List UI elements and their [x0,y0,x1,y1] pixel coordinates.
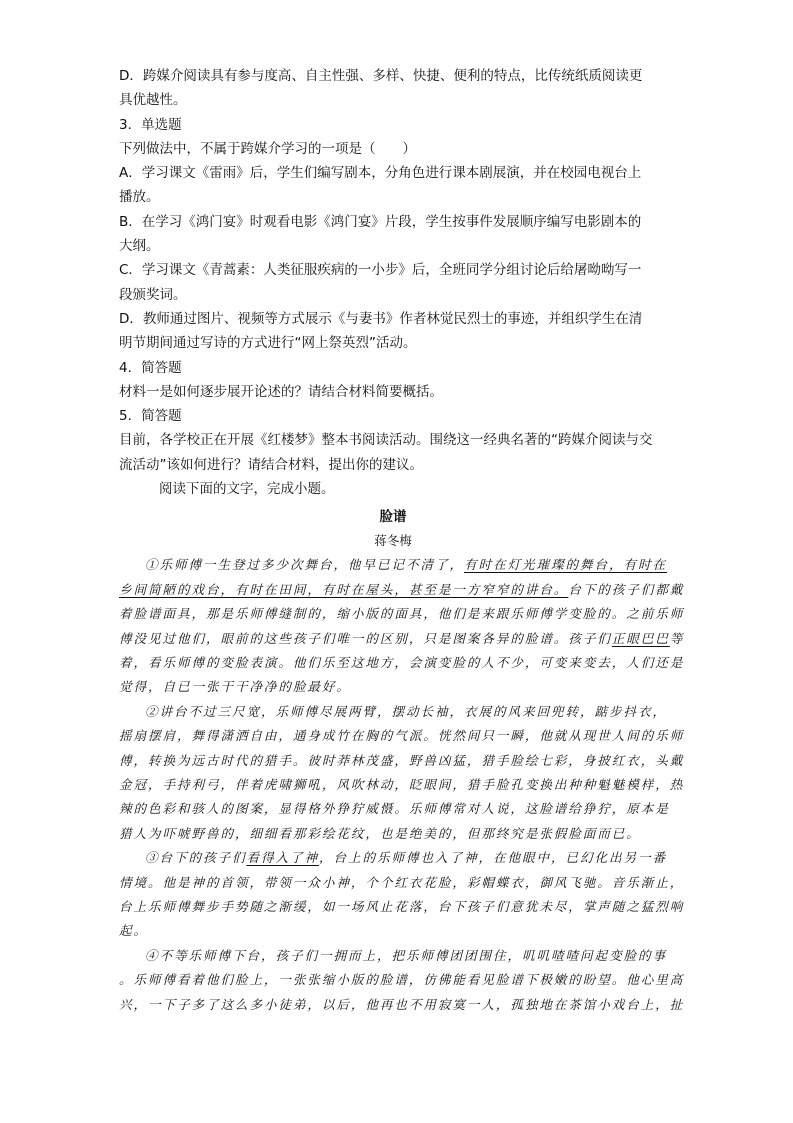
paragraph-line: 猎人为吓唬野兽的，细细看那彩绘花纹，也是绝美的，但那终究是张假脸面而已。 [119,825,641,841]
option-b-line-2: 大纲。 [119,238,160,255]
paragraph-line: 。乐师傅看着他们脸上，一张张缩小版的脸谱，仿佛能看见脸谱下极嫩的盼望。他心里高 [119,972,685,988]
paragraph-line: 起。 [119,923,148,939]
paragraph-line: 情境。他是神的首领，带领一众小神，个个红衣花脸，彩帽蝶衣，御风飞驰。音乐渐止， [119,874,685,890]
paragraph-line: 摇扇摆肩，舞得潇洒自由，通身成竹在胸的气派。恍然间只一瞬，他就从现世人间的乐师 [119,728,685,744]
paragraph-line: 乡间简陋的戏台，有时在田间，有时在屋头，甚至是一方窄窄的讲台。台下的孩子们都戴 [119,581,685,597]
paragraph-line: ④不等乐师傅下台，孩子们一拥而上，把乐师傅团团围住，叽叽喳喳问起变脸的事 [145,947,667,963]
document-page [119,64,685,1017]
paragraph-line: 辣的色彩和骇人的图案，显得格外狰狞威慑。乐师傅常对人说，这脸谱给狰狞，原本是 [119,801,670,817]
article-title: 脸谱 [379,509,407,526]
option-a-line-2: 播放。 [119,189,160,206]
paragraph-line: 兴，一下子多了这么多小徒弟，以后，他再也不用寂寞一人，孤独地在茶馆小戏台上，扯 [119,996,685,1012]
question-3-heading: 3．单选题 [119,116,182,133]
paragraph-line: 着脸谱面具，那是乐师傅缝制的，缩小版的面具，他们是来跟乐师傅学变脸的。之前乐师 [119,606,685,622]
paragraph-line: 着，看乐师傅的变脸表演。他们乐至这地方，会演变脸的人不少，可变来变去，人们还是 [119,654,685,670]
question-4-stem: 材料一是如何逐步展开论述的？请结合材料简要概括。 [119,383,443,400]
reading-instruction: 阅读下面的文字，完成小题。 [159,481,335,498]
option-a-line-1: A．学习课文《雷雨》后，学生们编写剧本，分角色进行课本剧展演，并在校园电视台上 [119,165,642,182]
paragraph-line: ②讲台不过三尺宽，乐师傅尽展两臂，摆动长袖，衣展的风来回兜转，踮步抖衣， [145,703,667,719]
question-4-heading: 4．简答题 [119,359,182,376]
question-5-stem-line-2: 流活动”该如何进行？请结合材料，提出你的建议。 [119,456,423,473]
article-paragraph-1 [119,553,685,699]
paragraph-line: ①乐师傅一生登过多少次舞台，他早已记不清了，有时在灯光璀璨的舞台，有时在 [145,557,667,573]
option-d2-line-2: 明节期间通过写诗的方式进行“网上祭英烈”活动。 [119,335,417,352]
option-d2-line-1: D．教师通过图片、视频等方式展示《与妻书》作者林觉民烈士的事迹，并组织学生在清 [119,310,643,327]
underlined-phrase: 看得入了神 [246,850,319,866]
option-d-line-2: 具优越性。 [119,92,187,109]
question-5-stem-line-1: 目前，各学校正在开展《红楼梦》整本书阅读活动。围绕这一经典名著的“跨媒介阅读与交 [119,432,653,449]
underlined-phrase: 正眼巴巴 [611,630,670,646]
article-paragraph-3 [119,846,685,944]
option-d-line-1: D．跨媒介阅读具有参与度高、自主性强、多样、快捷、便利的特点，比传统纸质阅读更 [119,68,643,84]
underlined-phrase: 乡间简陋的戏台，有时在田间，有时在屋头，甚至是一方窄窄的讲台。 [119,581,569,597]
article-paragraph-2 [119,700,685,846]
paragraph-line: 傅没见过他们，眼前的这些孩子们唯一的区别，只是图案各异的脸谱。孩子们正眼巴巴等 [119,630,685,646]
option-b-line-1: B．在学习《鸿门宴》时观看电影《鸿门宴》片段，学生按事件发展顺序编写电影剧本的 [119,213,642,230]
paragraph-line: 觉得，自已一张干干净净的脸最好。 [119,679,351,695]
option-c-line-1: C．学习课文《青蒿素：人类征服疾病的一小步》后，全班同学分组讨论后给屠呦呦写一 [119,262,642,279]
question-3-stem: 下列做法中，不属于跨媒介学习的一项是（ ） [119,140,416,157]
question-5-heading: 5．简答题 [119,408,182,425]
paragraph-line: 傅，转换为远古时代的猎手。彼时莽林茂盛，野兽凶猛，猎手脸绘七彩，身披红衣，头戴 [119,752,685,768]
option-c-line-2: 段颁奖词。 [119,286,187,303]
paragraph-line: 金冠，手持利弓，伴着虎啸狮吼，风吹林动，眨眼间，猎手脸孔变换出种种魁魅模样，热 [119,777,685,792]
paragraph-line: 台上乐师傅舞步手势随之渐缓，如一场风止花落，台下孩子们意犹未尽，掌声随之猛烈响 [119,899,685,915]
article-author: 蒋冬梅 [374,533,412,549]
underlined-phrase: 有时在灯光璀璨的舞台，有时在 [464,557,667,573]
article-paragraph-4 [119,944,685,1017]
paragraph-line: ③台下的孩子们看得入了神，台上的乐师傅也入了神，在他眼中，已幻化出另一番 [145,850,667,866]
